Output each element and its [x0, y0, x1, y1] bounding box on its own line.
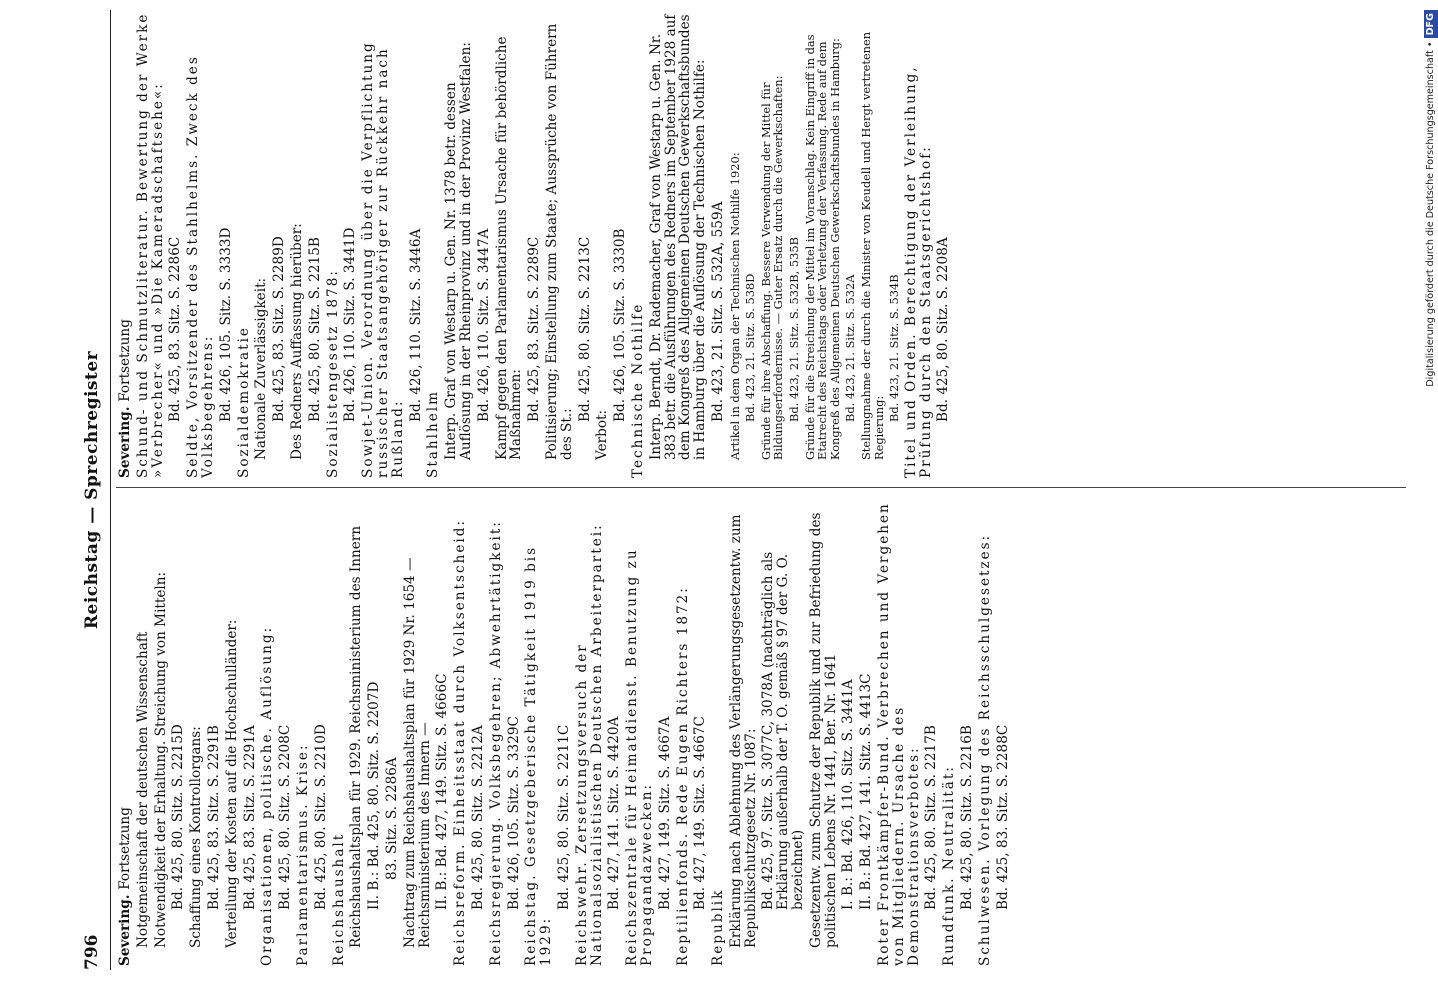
register-reference: Bd. 426, 105. Sitz. S. 3329C [505, 716, 522, 910]
register-subentry: Interp. Graf von Westarp u. Gen. Nr. 1378 betr. dessen Auflösung in der Rheinprovinz und in der Provinz Westfalen: [443, 42, 474, 460]
register-topic: Schund- und Schmutzliteratur. Bewertung der Werke »Verbrecher« und »Die Kameradschaftsehe«: [134, 12, 166, 478]
register-topic: Reptilienfonds. Rede Eugen Richters 1872: [674, 586, 691, 966]
page-header [78, 10, 111, 970]
register-reference: II. B.: Bd. 427, 149. Sitz. S. 4666C [434, 673, 451, 910]
register-reference: Bd. 425, 83. Sitz. S. 2291A [241, 725, 258, 910]
register-topic: Sozialistengesetz 1878: [324, 269, 341, 478]
register-subentry: Des Redners Auffassung hierüber: [288, 223, 305, 460]
register-subentry: Nachtrag zum Reichshaushaltsplan für 1929 Nr. 1654 — Reichsministerium des Innern — [401, 557, 433, 948]
register-topic: Stahlhelm [425, 389, 442, 478]
register-reference: Bd. 426, 110. Sitz. S. 3441D [342, 227, 359, 422]
register-reference: Bd. 427, 149. Sitz. S. 4667A [656, 716, 673, 910]
register-subentry: Gesetzentw. zum Schutze der Republik und zur Befriedung des politischen Lebens Nr. 1441, Ber. Nr. 1641 [807, 512, 839, 948]
register-subentry: Interp. Berndt, Dr. Rademacher, Graf von Westarp u. Gen. Nr. 383 betr. die Ausführungen des Redners im September 1928 auf dem Kongreß des Allgemeinen Deutschen Gewerkschaftsbundes in Hamburg über die Auflösung der Technischen Nothilfe: [647, 14, 709, 460]
register-subentry: Notwendigkeit der Erhaltung. Streichung von Mitteln: [152, 571, 169, 948]
speaker-name: Severing. [117, 894, 133, 966]
register-topic: Seldte, Vorsitzender des Stahlhelms. Zweck des Volksbegehrens: [185, 55, 216, 478]
column-divider [116, 487, 1406, 488]
register-topic: Sowjet-Union. Verordnung über die Verpflichtung russischer Staatsangehöriger zur Rückkehr nach Rußland: [360, 41, 406, 478]
register-reference: Bd. 425, 80. Sitz. S. 2215D [170, 724, 187, 910]
register-reference: I. B.: Bd. 426, 110. Sitz. S. 3441A [840, 679, 857, 910]
register-reference: Bd. 423, 21. Sitz. S. 532B, 535B [787, 237, 802, 422]
continued-label: Fortsetzung [117, 319, 133, 402]
register-reference: Bd. 425, 97. Sitz. S. 3077C, 3078A (nachträglich als Erklärung außerhalb der T. O. gemäß § 97 der G. O. bezeichnet) [760, 551, 807, 910]
funding-text: Digitalisierung gefördert durch die Deutsche Forschungsgemeinschaft • [1425, 41, 1436, 387]
continued-label: Fortsetzung [117, 807, 133, 890]
register-reference: Bd. 426, 105. Sitz. S. 3333D [217, 227, 234, 422]
register-subentry: Kampf gegen den Parlamentarismus Ursache für behördliche Maßnahmen: [493, 36, 525, 460]
register-subentry: Notgemeinschaft der deutschen Wissenschaft [134, 631, 151, 948]
register-reference: Bd. 425, 80. Sitz. S. 2213C [576, 236, 593, 422]
register-topic: Parlamentarismus. Krise: [294, 743, 311, 966]
register-subentry: Reichshaushaltsplan für 1929. Reichsministerium des Innern [348, 525, 365, 948]
register-reference: Bd. 427, 141. Sitz. S. 4420A [606, 716, 623, 910]
register-reference: Bd. 425, 83. Sitz. S. 2289D [271, 236, 288, 422]
register-reference: Bd. 425, 83. Sitz. S. 2289C [526, 236, 543, 422]
rotated-register-page [78, 10, 1398, 970]
speaker-heading [118, 496, 133, 966]
register-topic: Organisationen, politische. Auflösung: [259, 625, 276, 966]
register-reference: Bd. 425, 80. Sitz. S. 2217B [923, 725, 940, 910]
register-subentry: Gründe für ihre Abschaffung. Bessere Verwendung der Mittel für Bildungserfordernisse. — Guter Ersatz durch die Gewerkschaften: [758, 75, 786, 460]
register-reference: Bd. 426, 110. Sitz. S. 3446A [407, 228, 424, 422]
register-reference: 83. Sitz. S. 2286A [383, 757, 400, 880]
register-reference: Bd. 425, 80. Sitz. S. 2212A [469, 725, 486, 910]
register-topic: Reichswehr. Zersetzungsversuch der Nationalsozialistischen Deutschen Arbeiterpartei: [573, 523, 605, 966]
register-reference: Bd. 427, 149. Sitz. S. 4667C [692, 716, 709, 910]
register-reference: Bd. 425, 80. Sitz. S. 2208A [935, 237, 952, 422]
register-subentry: Verbot: [594, 409, 611, 460]
register-subentry: Verteilung der Kosten auf die Hochschulländer: [223, 619, 240, 948]
register-topic: Reichshaushalt [330, 832, 347, 966]
register-topic: Reichstag. Gesetzgeberische Tätigkeit 1919 bis 1929: [523, 545, 555, 966]
register-topic: Reichsreform. Einheitsstaat durch Volksentscheid: [452, 518, 469, 966]
register-reference: Bd. 425, 80. Sitz. S. 2216B [959, 725, 976, 910]
register-topic: Reichszentrale für Heimatdienst. Benutzung zu Propagandazwecken: [624, 548, 655, 966]
left-column [118, 496, 1013, 966]
right-entry-list [136, 10, 951, 478]
register-reference: Bd. 426, 110. Sitz. S. 3447A [475, 228, 492, 422]
register-reference: Bd. 423, 21. Sitz. S. 538D [743, 273, 758, 422]
register-reference: II. B.: Bd. 425, 80. Sitz. S. 2207D [366, 681, 383, 910]
speaker-name: Severing. [117, 406, 133, 478]
register-subentry: Stellungnahme der durch die Minister von Keudell und Hergt vertretenen Regierung: [859, 31, 886, 460]
register-topic: Sozialdemokratie [235, 326, 252, 478]
register-topic: Roter Frontkämpfer-Bund. Verbrechen und Vergehen von Mitgliedern. Ursache des Demonstrationsverbotes: [876, 502, 922, 966]
register-topic: Republik [710, 888, 727, 966]
left-entry-list [136, 496, 1011, 966]
register-reference: Bd. 423, 21. Sitz. S. 534B [887, 274, 902, 422]
register-subentry: Nationale Zuverlässigkeit: [253, 277, 270, 460]
register-topic: Rundfunk. Neutralität: [941, 765, 958, 966]
register-reference: Bd. 423, 21. Sitz. S. 532A [843, 274, 858, 422]
speaker-heading [118, 10, 133, 478]
register-reference: Bd. 423, 21. Sitz. S. 532A, 559A [709, 201, 726, 422]
dfg-logo: DFG [1424, 10, 1438, 38]
register-subentry: Gründe für die Streichung der Mittel im Voranschlag. Kein Eingriff in das Etatrecht des Reichstags oder Verletzung der Verfassung. Rede auf dem Kongreß des Allgemeinen Deutschen Gewerkschaftsbundes in Hamburg: [802, 34, 842, 460]
register-topic: Schulwesen. Vorlegung des Reichsschulgesetzes: [976, 533, 993, 966]
register-topic: Technische Nothilfe [629, 302, 646, 478]
register-subentry: Politisierung; Einstellung zum Staate; Aussprüche von Führern des St.: [543, 23, 575, 460]
funding-note [1424, 10, 1438, 990]
register-reference: Bd. 425, 83. Sitz. S. 2286C [167, 236, 184, 422]
register-reference: Bd. 425, 80. Sitz. S. 2211C [555, 724, 572, 910]
register-reference: Bd. 425, 80. Sitz. S. 2215B [306, 237, 323, 422]
register-reference: Bd. 425, 80. Sitz. S. 2210D [312, 724, 329, 910]
register-subentry: Artikel in dem Organ der Technischen Nothilfe 1920: [727, 152, 742, 460]
running-head: Reichstag — Sprechregister [82, 350, 102, 630]
page-number: 796 [82, 934, 102, 970]
register-topic: Reichsregierung. Volksbegehren; Abwehrtätigkeit: [487, 520, 504, 966]
register-reference: Bd. 425, 83. Sitz. S. 2291B [205, 725, 222, 910]
funding-note-text [1424, 10, 1438, 990]
register-subentry: Erklärung nach Ablehnung des Verlängerungsgesetzentw. zum Republikschutzgesetz Nr. 1087: [727, 514, 759, 948]
register-reference: Bd. 425, 83. Sitz. S. 2288C [994, 724, 1011, 910]
register-reference: Bd. 426, 105. Sitz. S. 3330B [612, 228, 629, 422]
register-subentry: Schaffung eines Kontrollorgans: [188, 726, 205, 948]
right-column [118, 10, 954, 478]
register-reference: Bd. 425, 80. Sitz. S. 2208C [277, 724, 294, 910]
register-topic: Titel und Orden. Berechtigung der Verleihung, Prüfung durch den Staatsgerichtshof: [902, 65, 934, 478]
register-reference: II. B.: Bd. 427, 141. Sitz. S. 4413C [858, 673, 875, 910]
